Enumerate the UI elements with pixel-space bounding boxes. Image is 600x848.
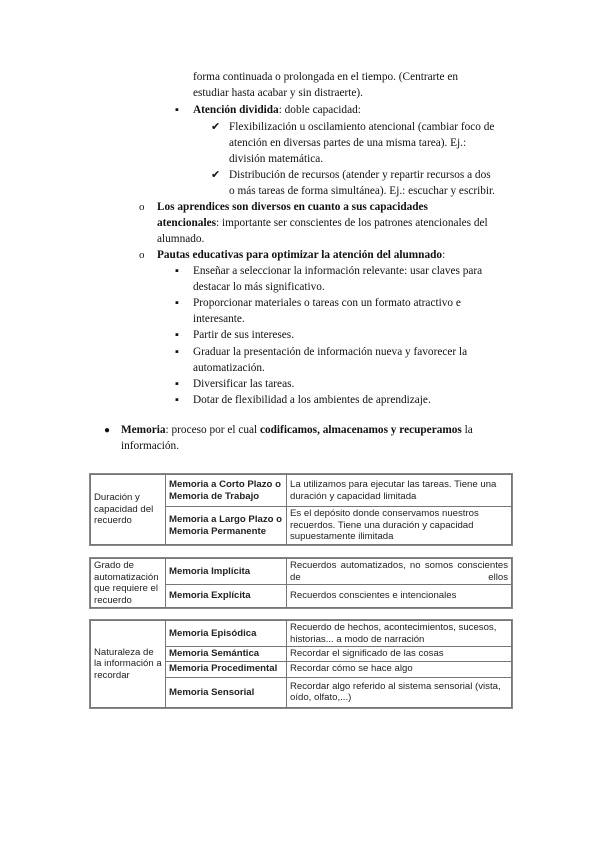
memory-name: Memoria Implícita — [166, 559, 287, 585]
list-item: Graduar la presentación de información nueva y favorecer la — [193, 346, 468, 358]
list-item: destacar lo más significativo. — [193, 281, 325, 293]
category-cell: Naturaleza de la información a recordar — [91, 621, 166, 708]
term-text: : — [442, 249, 446, 261]
list-item — [193, 103, 361, 118]
list-item: Partir de sus intereses. — [193, 329, 295, 341]
bold-term: Memoria — [121, 424, 166, 436]
text-line: atención en diversas partes de una misma tarea). Ej.: — [229, 137, 467, 149]
memory-name: Memoria Semántica — [166, 647, 287, 662]
bold-term: Pautas educativas para optimizar la atención del alumnado — [157, 249, 443, 261]
term-label: Atención dividida — [193, 104, 279, 116]
memory-description: Recordar el significado de las cosas — [287, 647, 512, 662]
memory-description: La utilizamos para ejecutar las tareas. Tiene una duración y capacidad limitada — [287, 475, 512, 507]
square-bullet-icon: ▪ — [175, 378, 179, 390]
memory-table-duration — [90, 474, 512, 545]
square-bullet-icon: ▪ — [175, 297, 179, 309]
memory-description: Recordar algo referido al sistema sensorial (vista, oído, olfato,...) — [287, 677, 512, 708]
text-line: estudiar hasta acabar y sin distraerte). — [193, 87, 364, 99]
memory-description: Es el depósito donde conservamos nuestros recuerdos. Tiene una duración y capacidad supuestamente ilimitada — [287, 507, 512, 545]
list-item: Dotar de flexibilidad a los ambientes de aprendizaje. — [193, 394, 431, 406]
memory-name: Memoria Explícita — [166, 585, 287, 608]
text-line — [157, 216, 488, 231]
square-bullet-icon: ▪ — [175, 104, 179, 116]
square-bullet-icon: ▪ — [175, 265, 179, 277]
memory-description: Recordar cómo se hace algo — [287, 661, 512, 677]
memory-description: Recuerdos conscientes e intencionales — [287, 585, 512, 608]
text-line: forma continuada o prolongada en el tiempo. (Centrarte en — [193, 71, 459, 83]
bold-term: atencionales — [157, 217, 216, 229]
category-cell: Duración y capacidad del recuerdo — [91, 475, 166, 545]
checkmark-icon: ✔ — [211, 121, 221, 133]
memory-description: Recuerdos automatizados, no somos conscientes de ellos — [287, 559, 512, 585]
checkmark-icon: ✔ — [211, 169, 221, 181]
text-line — [121, 423, 473, 438]
square-bullet-icon: ▪ — [175, 329, 179, 341]
list-item: Enseñar a seleccionar la información relevante: usar claves para — [193, 265, 483, 277]
text-line — [157, 248, 445, 263]
memory-table-automation — [90, 558, 512, 608]
list-item: Diversificar las tareas. — [193, 378, 295, 390]
memory-name: Memoria Sensorial — [166, 677, 287, 708]
text-line: Distribución de recursos (atender y repartir recursos a dos — [229, 169, 491, 181]
bold-term: codificamos, almacenamos y recuperamos — [259, 424, 462, 436]
list-item: automatización. — [193, 362, 265, 374]
term-text: : doble capacidad: — [278, 104, 361, 116]
category-cell: Grado de automatización que requiere el recuerdo — [91, 559, 166, 608]
text-line: información. — [121, 440, 180, 452]
square-bullet-icon: ▪ — [175, 394, 179, 406]
memory-name: Memoria a Corto Plazo o Memoria de Trabajo — [166, 475, 287, 507]
square-bullet-icon: ▪ — [175, 346, 179, 358]
list-item: interesante. — [193, 313, 245, 325]
text-line: Flexibilización u oscilamiento atencional (cambiar foco de — [229, 121, 495, 133]
memory-name: Memoria a Largo Plazo o Memoria Permanente — [166, 507, 287, 545]
round-bullet-icon: ● — [104, 425, 111, 436]
circle-bullet-icon: o — [139, 249, 145, 261]
memory-table-nature — [90, 620, 512, 708]
text-line: Los aprendices son diversos en cuanto a sus capacidades — [157, 201, 428, 213]
term-text: : proceso por el cual — [165, 424, 260, 436]
term-text: : importante ser conscientes de los patrones atencionales del — [216, 217, 488, 229]
text-line: división matemática. — [229, 153, 324, 165]
memory-name: Memoria Procedimental — [166, 661, 287, 677]
memory-name: Memoria Episódica — [166, 621, 287, 647]
term-text: la — [461, 424, 473, 436]
text-line: o más tareas de forma simultánea). Ej.: escuchar y escribir. — [229, 185, 496, 197]
text-line: alumnado. — [157, 233, 205, 245]
list-item: Proporcionar materiales o tareas con un formato atractivo e — [193, 297, 461, 309]
memory-description: Recuerdo de hechos, acontecimientos, sucesos, historias... a modo de narración — [287, 621, 512, 647]
circle-bullet-icon: o — [139, 201, 145, 213]
